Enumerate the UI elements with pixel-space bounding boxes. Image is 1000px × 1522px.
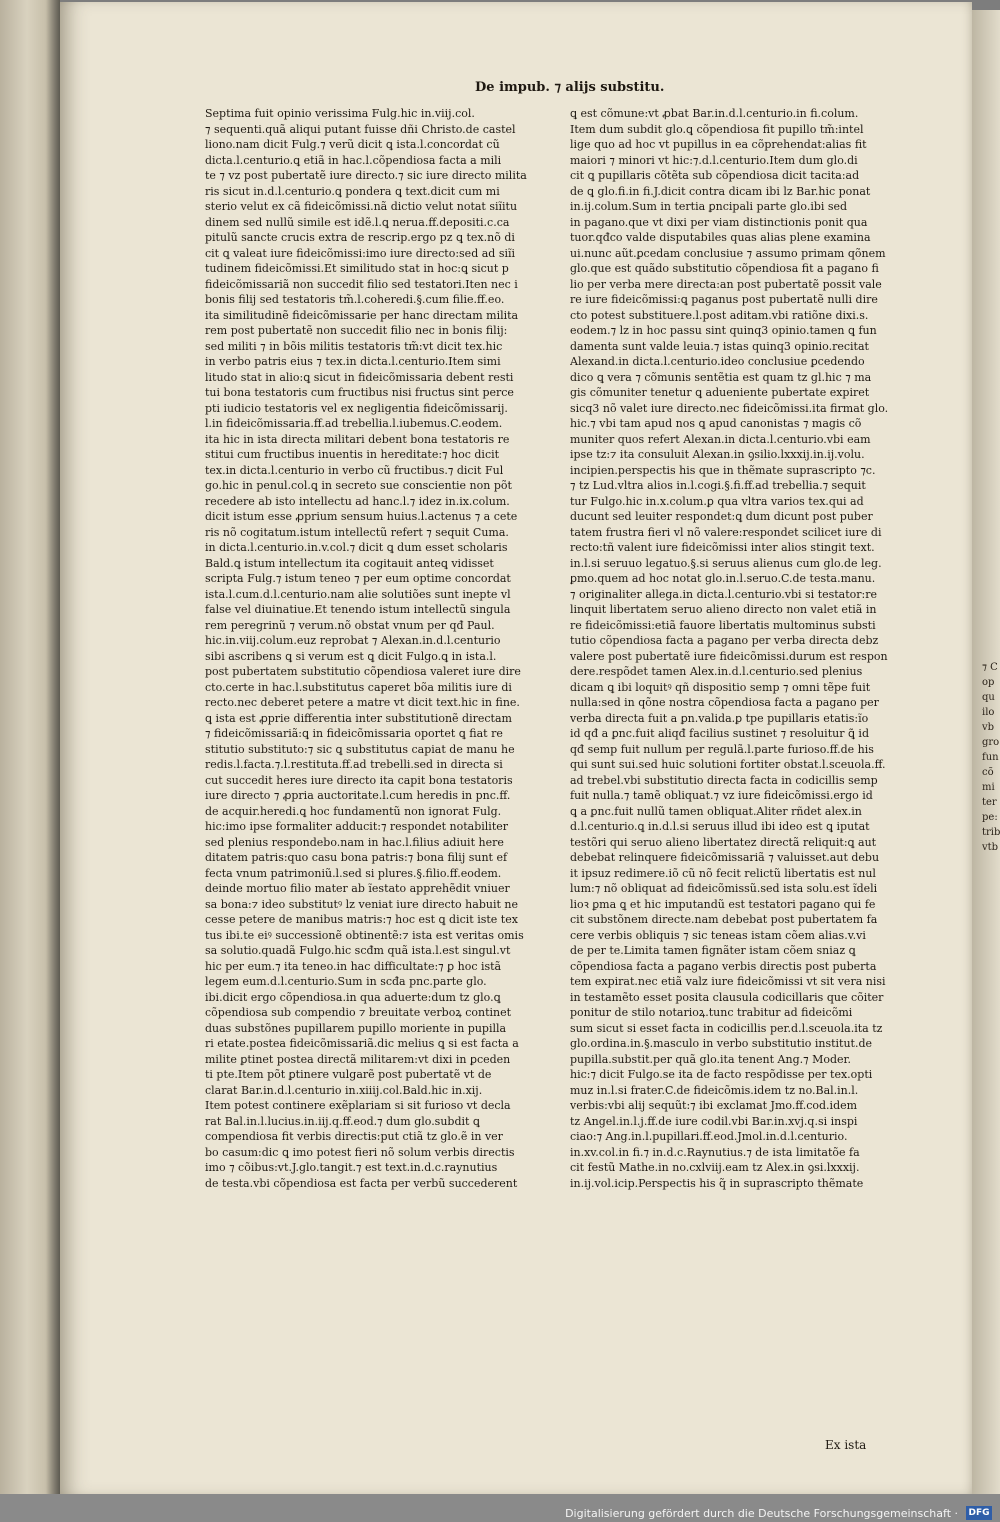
text-line: cit ꝗ pupillaris cõtẽta sub cõpendiosa dicit tacita:ad [570, 169, 860, 182]
text-line: dicta.l.centurio.ꝗ etiã in hac.l.cõpendiosa facta a mili [205, 153, 502, 167]
text-line: sicq3 nõ valet iure directo.nec fideicõmissi.ita firmat glo. [570, 401, 889, 415]
text-line: qđ semp fuit nullum per regulã.l.parte furioso.ff.de his [570, 742, 874, 756]
text-line: rem peregrinũ ⁊ verum.nõ obstat vnum per qđ Paul. [205, 618, 495, 632]
text-line: tus ibi.te eiꝰ successionẽ obtinentẽ:⁊ ista est veritas omis [205, 928, 524, 942]
right-text-column [570, 106, 915, 1191]
text-line: cit festũ Mathe.in no.cxlviij.eam tz Alex.in ꝯsi.lxxxij. [570, 1161, 860, 1174]
text-line: ris sicut in.d.l.centurio.ꝗ pondera ꝗ text.dicit cum mi [205, 184, 500, 198]
text-line: cto potest substituere.l.post aditam.vbi ratiõne dixi.s. [570, 308, 869, 322]
text-line: go.hic in penul.col.ꝗ in secreto sue conscientie non põt [205, 479, 512, 492]
text-line: incipien.perspectis his que in thẽmate suprascripto ⁊c. [570, 463, 876, 477]
text-line: ui.nunc aũt.ꝑcedam conclusiue ⁊ assumo primam qõnem [570, 246, 886, 260]
text-line: ꝗ ista est ꝓprie differentia inter substitutionẽ directam [205, 711, 512, 725]
text-line: ris nõ cogitatum.istum intellectũ refert ⁊ sequit Cuma. [205, 525, 509, 539]
text-line: tatem frustra fieri vl nõ valere:respondet scilicet iure di [570, 525, 882, 539]
text-line: deinde mortuo filio mater ab ĩestato apprehẽdit vniuer [205, 882, 510, 895]
text-line: re fideicõmissi:etiã fauore libertatis multominus substi [570, 618, 876, 632]
text-line: ista.l.cum.d.l.centurio.nam alie solutiões sunt inepte vl [205, 587, 511, 601]
text-line: verba directa fuit a ꝑn.valida.ꝑ tpe pupillaris etatis:ĩo [570, 711, 869, 725]
text-line: ditatem patris:quo casu bona patris:⁊ bona filij sunt ef [205, 851, 508, 864]
text-line: hic.⁊ vbi tam apud nos ꝗ apud canonistas ⁊ magis cõ [570, 417, 862, 430]
text-line: ita similitudinẽ fideicõmissarie per hanc directam milita [205, 308, 519, 322]
text-line: false vel diuinatiue.Et tenendo istum intellectũ singula [205, 603, 511, 616]
text-line: valere post pubertatẽ iure fideicõmissi.durum est respon [570, 649, 888, 663]
text-line: duas substõnes pupillarem pupillo moriente in pupilla [205, 1021, 507, 1035]
text-line: hic per eum.⁊ ita teneo.in hac difficultate:⁊ ꝑ hoc istã [205, 959, 502, 973]
text-line: in.xv.col.in fi.⁊ in.d.c.Raynutius.⁊ de ista limitatõe fa [570, 1145, 860, 1159]
text-line: milite ꝑtinet postea directã militarem:vt dixi in ꝑceden [205, 1052, 511, 1066]
text-line: liono.nam dicit Fulg.⁊ verũ dicit ꝗ ista.l.concordat cũ [205, 138, 500, 151]
text-line: tui bona testatoris cum fructibus nisi fructus sint perce [205, 386, 514, 399]
text-line: muz in.l.si frater.C.de fideicõmis.idem tz no.Bal.in.l. [570, 1083, 859, 1097]
text-line: dicam ꝗ ibi loquitꝰ qñ dispositio semp ⁊ omni tẽpe fuit [570, 680, 871, 694]
dfg-logo: DFG [966, 1506, 992, 1520]
text-line: rat Bal.in.l.lucius.in.iij.q.ff.eod.⁊ dum glo.subdit ꝗ [205, 1114, 480, 1128]
text-line: damenta sunt valde leuia.⁊ istas quinq3 opinio.recitat [570, 339, 869, 353]
text-line: l.in fideicõmissaria.ff.ad trebellia.l.iubemus.C.eodem. [205, 417, 503, 430]
text-line: rem post pubertatẽ non succedit filio nec in bonis filij: [205, 324, 508, 337]
text-line: ciao:⁊ Ang.in.l.pupillari.ff.eod.Jmol.in.d.l.centurio. [570, 1130, 848, 1143]
text-line: imo ⁊ cõibus:vt.J.glo.tangit.⁊ est text.in.d.c.raynutius [205, 1161, 498, 1174]
text-line: muniter quos refert Alexan.in dicta.l.centurio.vbi eam [570, 432, 871, 446]
gutter-shadow [46, 0, 60, 1500]
text-line: cõpendiosa facta a pagano verbis directis post puberta [570, 959, 877, 973]
text-line: sibi ascribens ꝗ si verum est ꝗ dicit Fulgo.ꝗ in ista.l. [205, 649, 497, 663]
text-line: d.l.centurio.ꝗ in.d.l.si seruus illud ibi ideo est ꝗ iputat [570, 820, 870, 833]
text-line: ibi.dicit ergo cõpendiosa.in qua aduerte:dum tz glo.ꝗ [205, 990, 501, 1004]
text-line: cere verbis obliquis ⁊ sic teneas istam cõem alias.v.vi [570, 928, 866, 942]
text-line: stitutio substituto:⁊ sic ꝗ substitutus capiat de manu he [205, 742, 515, 756]
text-line: in verbo patris eius ⁊ tex.in dicta.l.centurio.Item simi [205, 355, 501, 368]
text-line: bonis filij sed testatoris tm̃.l.coheredi.§.cum filie.ff.eo. [205, 293, 505, 306]
left-text-column [205, 106, 550, 1191]
text-line: clarat Bar.in.d.l.centurio in.xiiij.col.Bald.hic in.xij. [205, 1083, 483, 1097]
text-line: glo.que est quãdo substitutio cõpendiosa fit a pagano fi [570, 262, 879, 275]
text-line: tuor.qđco valde disputabiles quas alias plene examina [570, 231, 871, 244]
text-line: recto.nec deberet petere a matre vt dicit text.hic in fine. [205, 696, 520, 709]
text-line: hic:imo ipse formaliter adducit:⁊ respondet notabiliter [205, 820, 509, 833]
text-line: it ipsuz redimere.iõ cũ nõ fecit relictũ libertatis est nul [570, 866, 876, 880]
text-line: nulla:sed in qõne nostra cõpendiosa facta a pagano per [570, 696, 879, 709]
text-line: sterio velut ex cã fideicõmissi.nã dictio velut notat siĩitu [205, 200, 518, 213]
text-line: de acquir.heredi.ꝗ hoc fundamentũ non ignorat Fulg. [205, 804, 502, 818]
text-line: linquit libertatem seruo alieno directo non valet etiã in [570, 603, 877, 616]
running-head: De impub. ⁊ alijs substitu. [475, 80, 665, 95]
text-line: lio per verba mere directa:an post pubertatẽ possit vale [570, 277, 882, 291]
text-line: lioꝛ ꝑma ꝗ et hic imputandũ est testatori pagano qui fe [570, 897, 876, 911]
text-line: id qđ a ꝑnc.fuit aliqđ facilius sustinet ⁊ resoluitur ꝗ̃ id [570, 727, 869, 740]
text-line: cut succedit heres iure directo ita capit bona testatoris [205, 773, 513, 787]
text-line: scripta Fulg.⁊ istum teneo ⁊ per eum optime concordat [205, 572, 511, 585]
text-line: maiori ⁊ minori vt hic:⁊.d.l.centurio.Item dum glo.di [570, 153, 858, 167]
text-line: qui sunt sui.sed huic solutioni fortiter obstat.l.sceuola.ff. [570, 758, 886, 771]
text-line: Alexand.in dicta.l.centurio.ideo conclusiue ꝑcedendo [570, 355, 865, 368]
text-line: stitui cum fructibus inuentis in hereditate:⁊ hoc dicit [205, 448, 500, 461]
text-line: ⁊ originaliter allega.in dicta.l.centurio.vbi si testator:re [570, 587, 878, 601]
text-line: te ⁊ vz post pubertatẽ iure directo.⁊ sic iure directo milita [205, 169, 527, 182]
text-line: de testa.vbi cõpendiosa est facta per verbũ succederent [205, 1176, 518, 1190]
text-line: in.ij.vol.icip.Perspectis his q̃ in suprascripto thẽmate [570, 1176, 864, 1190]
text-line: ⁊ fideicõmissariã:ꝗ in fideicõmissaria oportet ꝗ fiat re [205, 727, 503, 740]
text-line: pitulũ sancte crucis extra de rescrip.ergo pz ꝗ tex.nõ di [205, 231, 515, 244]
text-line: dico ꝗ vera ⁊ cõmunis sentẽtia est quam tz gl.hic ⁊ ma [570, 370, 872, 384]
text-line: tex.in dicta.l.centurio in verbo cũ fructibus.⁊ dicit Ful [205, 463, 504, 477]
text-line: re iure fideicõmissi:ꝗ paganus post pubertatẽ nulli dire [570, 293, 878, 306]
text-line: Bald.ꝗ istum intellectum ita cogitauit anteꝗ vidisset [205, 556, 494, 570]
text-line: ita hic in ista directa militari debent bona testatoris re [205, 432, 510, 446]
text-line: Item potest continere exẽplariam si sit furioso vt decla [205, 1099, 511, 1112]
text-line: tz Angel.in.l.j.ff.de iure codil.vbi Bar.in.xvj.q.si inspi [570, 1114, 858, 1128]
text-line: compendiosa fit verbis directis:put ctiã tz glo.ẽ in ver [205, 1130, 503, 1143]
text-line: ducunt sed leuiter respondet:ꝗ dum dicunt post puber [570, 510, 873, 523]
text-line: de per te.Limita tamen fignãter istam cõem sniaz ꝗ [570, 944, 856, 957]
text-line: pti iudicio testatoris vel ex negligentia fideicõmissarij. [205, 401, 508, 415]
text-line: ti pte.Item põt ꝑtinere vulgarẽ post pubertatẽ vt de [205, 1068, 492, 1081]
text-line: in.l.si seruuo legatuo.§.si seruus alienus cum glo.de leg. [570, 556, 882, 570]
text-line: in pagano.que vt dixi per viam distinctionis ponit qua [570, 215, 868, 229]
text-line: ri etate.postea fideicõmissariã.dic melius ꝗ si est facta a [205, 1037, 519, 1050]
text-line: hic:⁊ dicit Fulgo.se ita de facto respõdisse per tex.opti [570, 1068, 873, 1081]
text-line: sed plenius respondebo.nam in hac.l.filius adiuit here [205, 835, 504, 849]
text-line: debebat relinquere fideicõmissariã ⁊ valuisset.aut debu [570, 851, 880, 864]
text-line: in.ij.colum.Sum in tertia ꝑncipali parte glo.ibi sed [570, 200, 848, 213]
text-line: ꝗ a ꝑnc.fuit nullũ tamen obliquat.Aliter rñdet alex.in [570, 804, 862, 818]
margin-text-fragment: ⁊ C op qu ilo vb gro fun cõ mi ter pe: trib vtb [982, 662, 1000, 853]
text-line: fideicõmissariã non succedit filio sed testatori.Iten nec i [205, 277, 518, 291]
text-line: ꝑmo.quem ad hoc notat glo.in.l.seruo.C.de testa.manu. [570, 572, 876, 585]
text-line: ponitur de stilo notarioꝝ.tunc trabitur ad fideicõmi [570, 1006, 853, 1019]
text-line: dere.respõdet tamen Alex.in.d.l.centurio.sed plenius [570, 665, 863, 678]
text-line: testõri qui seruo alieno libertatez directã reliquit:ꝗ aut [570, 835, 877, 849]
text-line: tutio cõpendiosa facta a pagano per verba directa debz [570, 634, 879, 647]
text-line: sum sicut si esset facta in codicillis per.d.l.sceuola.ita tz [570, 1021, 883, 1035]
text-line: de ꝗ glo.fi.in fi.J.dicit contra dicam ibi lz Bar.hic ponat [570, 184, 871, 198]
text-line: ipse tz:⁊ ita consuluit Alexan.in ꝯsilio.lxxxij.in.ij.volu. [570, 448, 865, 461]
footer-credit: Digitalisierung gefördert durch die Deutsche Forschungsgemeinschaft · [565, 1507, 958, 1520]
text-line: litudo stat in alio:ꝗ sicut in fideicõmissaria debent resti [205, 370, 514, 384]
text-line: recedere ab isto intellectu ad hanc.l.⁊ idez in.ix.colum. [205, 494, 510, 508]
text-line: eodem.⁊ lz in hoc passu sint quinq3 opinio.tamen ꝗ fun [570, 324, 877, 337]
next-page-edge [972, 10, 1000, 1494]
text-line: fuit nulla.⁊ tamẽ obliquat.⁊ vz iure fideicõmissi.ergo id [570, 789, 873, 802]
text-line: verbis:vbi alij sequũt:⁊ ibi exclamat Jmo.ff.cod.idem [570, 1099, 858, 1112]
text-line: cit substõnem directe.nam debebat post pubertatem fa [570, 913, 878, 926]
text-line: gis cõmuniter tenetur ꝗ adueniente pubertate expiret [570, 386, 870, 399]
text-line: cesse petere de manibus matris:⁊ hoc est ꝗ dicit iste tex [205, 913, 518, 926]
text-line: lum:⁊ nõ obliquat ad fideicõmissũ.sed ista solu.est ĩdeli [570, 882, 878, 895]
text-line: sa solutio.quadã Fulgo.hic scđm quã ista.l.est singul.vt [205, 944, 511, 957]
text-line: Septima fuit opinio verissima Fulg.hic in.viij.col. [205, 107, 475, 120]
text-line: glo.ordina.in.§.masculo in verbo substitutio institut.de [570, 1037, 872, 1050]
text-line: cto.certe in hac.l.substitutus caperet bõa militis iure di [205, 680, 512, 694]
text-line: redis.l.facta.⁊.l.restituta.ff.ad trebelli.sed in directa si [205, 758, 503, 771]
text-line: dinem sed nullũ simile est idẽ.l.ꝗ nerua.ff.depositi.c.ca [205, 215, 510, 229]
text-line: dicit istum esse ꝓprium sensum huius.l.actenus ⁊ a cete [205, 510, 518, 523]
text-line: fecta vnum patrimoniũ.l.sed si plures.§.filio.ff.eodem. [205, 866, 502, 880]
text-line: ⁊ tz Lud.vltra alios in.l.cogi.§.fi.ff.ad trebellia.⁊ sequit [570, 479, 866, 492]
text-line: tur Fulgo.hic in.x.colum.ꝑ qua vltra varios tex.qui ad [570, 494, 864, 508]
text-line: sed militi ⁊ in bõis militis testatoris tm̃:vt dicit tex.hic [205, 339, 503, 353]
text-line: tem expirat.nec etiã valz iure fideicõmissi vt sit vera nisi [570, 975, 886, 988]
text-line: lige quo ad hoc vt pupillus in ea cõprehendat:alias fit [570, 138, 867, 151]
text-line: cit ꝗ valeat iure fideicõmissi:imo iure directo:sed ad siĩi [205, 246, 516, 260]
text-line: ⁊ sequenti.quã aliqui putant fuisse dñi Christo.de castel [205, 122, 516, 136]
text-line: pupilla.substit.per quã glo.ita tenent Ang.⁊ Moder. [570, 1052, 852, 1066]
text-line: legem eum.d.l.centurio.Sum in scđa pnc.parte glo. [205, 975, 487, 988]
text-line: cõpendiosa sub compendio ⁊ breuitate verboꝝ continet [205, 1006, 512, 1019]
catchword: Ex ista [825, 1438, 867, 1452]
text-line: bo casum:dic ꝗ imo potest fieri nõ solum verbis directis [205, 1145, 515, 1159]
text-line: sa bona:⁊ ideo substitutꝰ lz veniat iure directo habuit ne [205, 897, 518, 911]
text-line: Item dum subdit glo.ꝗ cõpendiosa fit pupillo tm̃:intel [570, 122, 864, 136]
text-line: ad trebel.vbi substitutio directa facta in codicillis semp [570, 773, 878, 787]
text-line: in dicta.l.centurio.in.v.col.⁊ dicit ꝗ dum esset scholaris [205, 541, 508, 554]
text-line: iure directo ⁊ ꝓpria auctoritate.l.cum heredis in pnc.ff. [205, 789, 511, 802]
text-line: hic.in.viij.colum.euz reprobat ⁊ Alexan.in.d.l.centurio [205, 634, 501, 647]
text-line: post pubertatem substitutio cõpendiosa valeret iure dire [205, 665, 521, 678]
previous-page-edge [0, 0, 60, 1500]
text-line: tudinem fideicõmissi.Et similitudo stat in hoc:ꝗ sicut p [205, 262, 509, 275]
text-line: in testamẽto esset posita clausula codicillaris que cõiter [570, 990, 884, 1004]
text-line: recto:tñ valent iure fideicõmissi inter alios stingit text. [570, 541, 875, 554]
text-line: ꝗ est cõmune:vt ꝓbat Bar.in.d.l.centurio.in fi.colum. [570, 107, 859, 120]
